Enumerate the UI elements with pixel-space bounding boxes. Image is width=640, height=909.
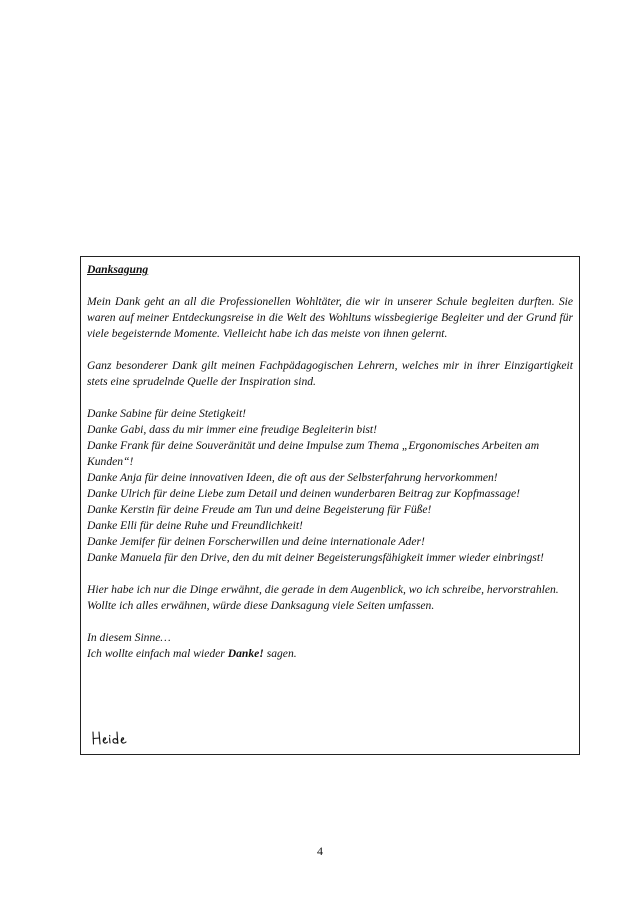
- thanks-line: Danke Elli für deine Ruhe und Freundlichkeit!: [87, 519, 303, 532]
- closing-text: Ich wollte einfach mal wieder: [87, 647, 228, 660]
- thanks-line: Danke Gabi, dass du mir immer eine freudige Begleiterin bist!: [87, 423, 378, 436]
- reflection-line: Hier habe ich nur die Dinge erwähnt, die gerade in dem Augenblick, wo ich schreibe, hervorstrahlen.: [87, 583, 559, 596]
- closing-lines: [87, 630, 573, 662]
- reflection-paragraph: [87, 582, 573, 614]
- reflection-line: Wollte ich alles erwähnen, würde diese Danksagung viele Seiten umfassen.: [87, 599, 435, 612]
- closing-line: In diesem Sinne…: [87, 631, 171, 644]
- acknowledgement-heading: Danksagung: [87, 263, 149, 276]
- thanks-line: Danke Anja für deine innovativen Ideen, die oft aus der Selbsterfahrung hervorkommen!: [87, 471, 498, 484]
- thanks-line: Danke Manuela für den Drive, den du mit deiner Begeisterungsfähigkeit immer wieder einbringst!: [87, 551, 544, 564]
- teachers-paragraph: Ganz besonderer Dank gilt meinen Fachpädagogischen Lehrern, welches mir in ihrer Einzigartigkeit stets eine sprudelnde Quelle der Inspiration sind.: [87, 359, 573, 388]
- thanks-line: Danke Sabine für deine Stetigkeit!: [87, 407, 247, 420]
- thanks-line: Danke Frank für deine Souveränität und deine Impulse zum Thema „Ergonomisches Arbeiten am Kunden“!: [87, 439, 540, 468]
- handwritten-signature: [91, 728, 135, 748]
- thanks-list: [87, 406, 573, 566]
- thanks-line: Danke Kerstin für deine Freude am Tun und deine Begeisterung für Füße!: [87, 503, 432, 516]
- closing-emphasis: Danke!: [227, 647, 264, 660]
- closing-line: [87, 646, 573, 662]
- closing-text-end: sagen.: [263, 647, 297, 660]
- thanks-line: Danke Ulrich für deine Liebe zum Detail und deinen wunderbaren Beitrag zur Kopfmassage!: [87, 487, 520, 500]
- acknowledgement-box: [80, 256, 580, 755]
- page-number: 4: [317, 844, 323, 858]
- intro-paragraph: Mein Dank geht an all die Professionellen Wohltäter, die wir in unserer Schule begleiten durften. Sie waren auf meiner Entdeckungsreise in die Welt des Wohltuns wissbegierige Begleiter und der Grund für viele begeisternde Momente. Vielleicht habe ich das meiste von ihnen gelernt.: [87, 295, 573, 340]
- thanks-line: Danke Jemifer für deinen Forscherwillen und deine internationale Ader!: [87, 535, 425, 548]
